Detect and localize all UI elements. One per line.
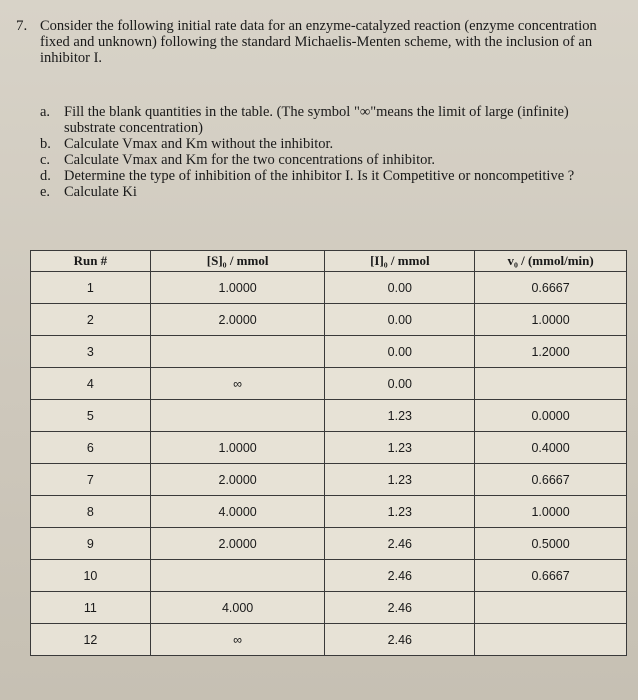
question-item: [40, 184, 620, 200]
item-label: d.: [40, 168, 51, 184]
item-text: Calculate Vmax and Km without the inhibitor.: [64, 136, 334, 152]
cell-inhibitor: 1.23: [325, 496, 475, 528]
cell-inhibitor: 1.23: [325, 432, 475, 464]
cell-rate: 0.0000: [475, 400, 627, 432]
cell-run: 7: [31, 464, 151, 496]
cell-run: 8: [31, 496, 151, 528]
question-intro: Consider the following initial rate data for an enzyme-catalyzed reaction (enzyme concentration fixed and unknown) following the standard Michaelis-Menten scheme, with the inclusion of an inhibitor I.: [40, 18, 597, 66]
table-row: [31, 528, 627, 560]
table-header-row: [31, 251, 627, 272]
cell-rate: 1.0000: [475, 304, 627, 336]
header-inhibitor: [I]₀ / mmol: [325, 251, 475, 272]
cell-rate: [475, 368, 627, 400]
cell-run: 12: [31, 624, 151, 656]
item-text: Calculate Ki: [64, 184, 137, 200]
cell-inhibitor: 1.23: [325, 400, 475, 432]
cell-run: 10: [31, 560, 151, 592]
header-rate: v₀ / (mmol/min): [475, 251, 627, 272]
item-text: Determine the type of inhibition of the inhibitor I. Is it Competitive or noncompetitive ?: [64, 168, 575, 184]
item-label: c.: [40, 152, 51, 168]
cell-substrate: 2.0000: [150, 528, 325, 560]
cell-run: 5: [31, 400, 151, 432]
question-number: 7.: [16, 18, 28, 34]
question-item: [40, 104, 620, 136]
cell-substrate: [150, 336, 325, 368]
table-row: [31, 592, 627, 624]
cell-run: 1: [31, 272, 151, 304]
cell-rate: 0.6667: [475, 560, 627, 592]
cell-substrate: 2.0000: [150, 304, 325, 336]
cell-rate: 0.6667: [475, 272, 627, 304]
table-row: [31, 560, 627, 592]
rate-data-table: [30, 250, 627, 656]
cell-substrate: 4.000: [150, 592, 325, 624]
cell-run: 2: [31, 304, 151, 336]
cell-substrate: 1.0000: [150, 272, 325, 304]
cell-rate: 1.0000: [475, 496, 627, 528]
cell-rate: [475, 592, 627, 624]
table-row: [31, 336, 627, 368]
cell-inhibitor: 0.00: [325, 336, 475, 368]
question-item: [40, 168, 620, 184]
cell-inhibitor: 2.46: [325, 528, 475, 560]
cell-inhibitor: 0.00: [325, 272, 475, 304]
table-row: [31, 624, 627, 656]
table-row: [31, 400, 627, 432]
cell-substrate: 1.0000: [150, 432, 325, 464]
cell-substrate: 4.0000: [150, 496, 325, 528]
cell-rate: 1.2000: [475, 336, 627, 368]
cell-run: 4: [31, 368, 151, 400]
cell-substrate: 2.0000: [150, 464, 325, 496]
cell-rate: [475, 624, 627, 656]
cell-substrate: [150, 400, 325, 432]
table-row: [31, 496, 627, 528]
table-row: [31, 368, 627, 400]
item-text: Calculate Vmax and Km for the two concentrations of inhibitor.: [64, 152, 436, 168]
cell-inhibitor: 0.00: [325, 368, 475, 400]
question-item: [40, 136, 620, 152]
table-row: [31, 464, 627, 496]
header-substrate: [S]₀ / mmol: [150, 251, 325, 272]
cell-run: 6: [31, 432, 151, 464]
header-run: Run #: [31, 251, 151, 272]
item-label: a.: [40, 104, 51, 120]
cell-substrate: ∞: [150, 624, 325, 656]
question-item: [40, 152, 620, 168]
question-items: [40, 104, 620, 200]
table-row: [31, 304, 627, 336]
item-text: Fill the blank quantities in the table. (The symbol "∞"means the limit of large (infinite) substrate concentration): [64, 104, 569, 136]
table-row: [31, 432, 627, 464]
table-row: [31, 272, 627, 304]
cell-rate: 0.4000: [475, 432, 627, 464]
cell-inhibitor: 0.00: [325, 304, 475, 336]
cell-substrate: [150, 560, 325, 592]
item-label: e.: [40, 184, 51, 200]
cell-inhibitor: 2.46: [325, 624, 475, 656]
cell-run: 11: [31, 592, 151, 624]
cell-rate: 0.6667: [475, 464, 627, 496]
cell-substrate: ∞: [150, 368, 325, 400]
cell-inhibitor: 2.46: [325, 560, 475, 592]
cell-inhibitor: 2.46: [325, 592, 475, 624]
cell-run: 3: [31, 336, 151, 368]
cell-inhibitor: 1.23: [325, 464, 475, 496]
cell-run: 9: [31, 528, 151, 560]
item-label: b.: [40, 136, 51, 152]
cell-rate: 0.5000: [475, 528, 627, 560]
